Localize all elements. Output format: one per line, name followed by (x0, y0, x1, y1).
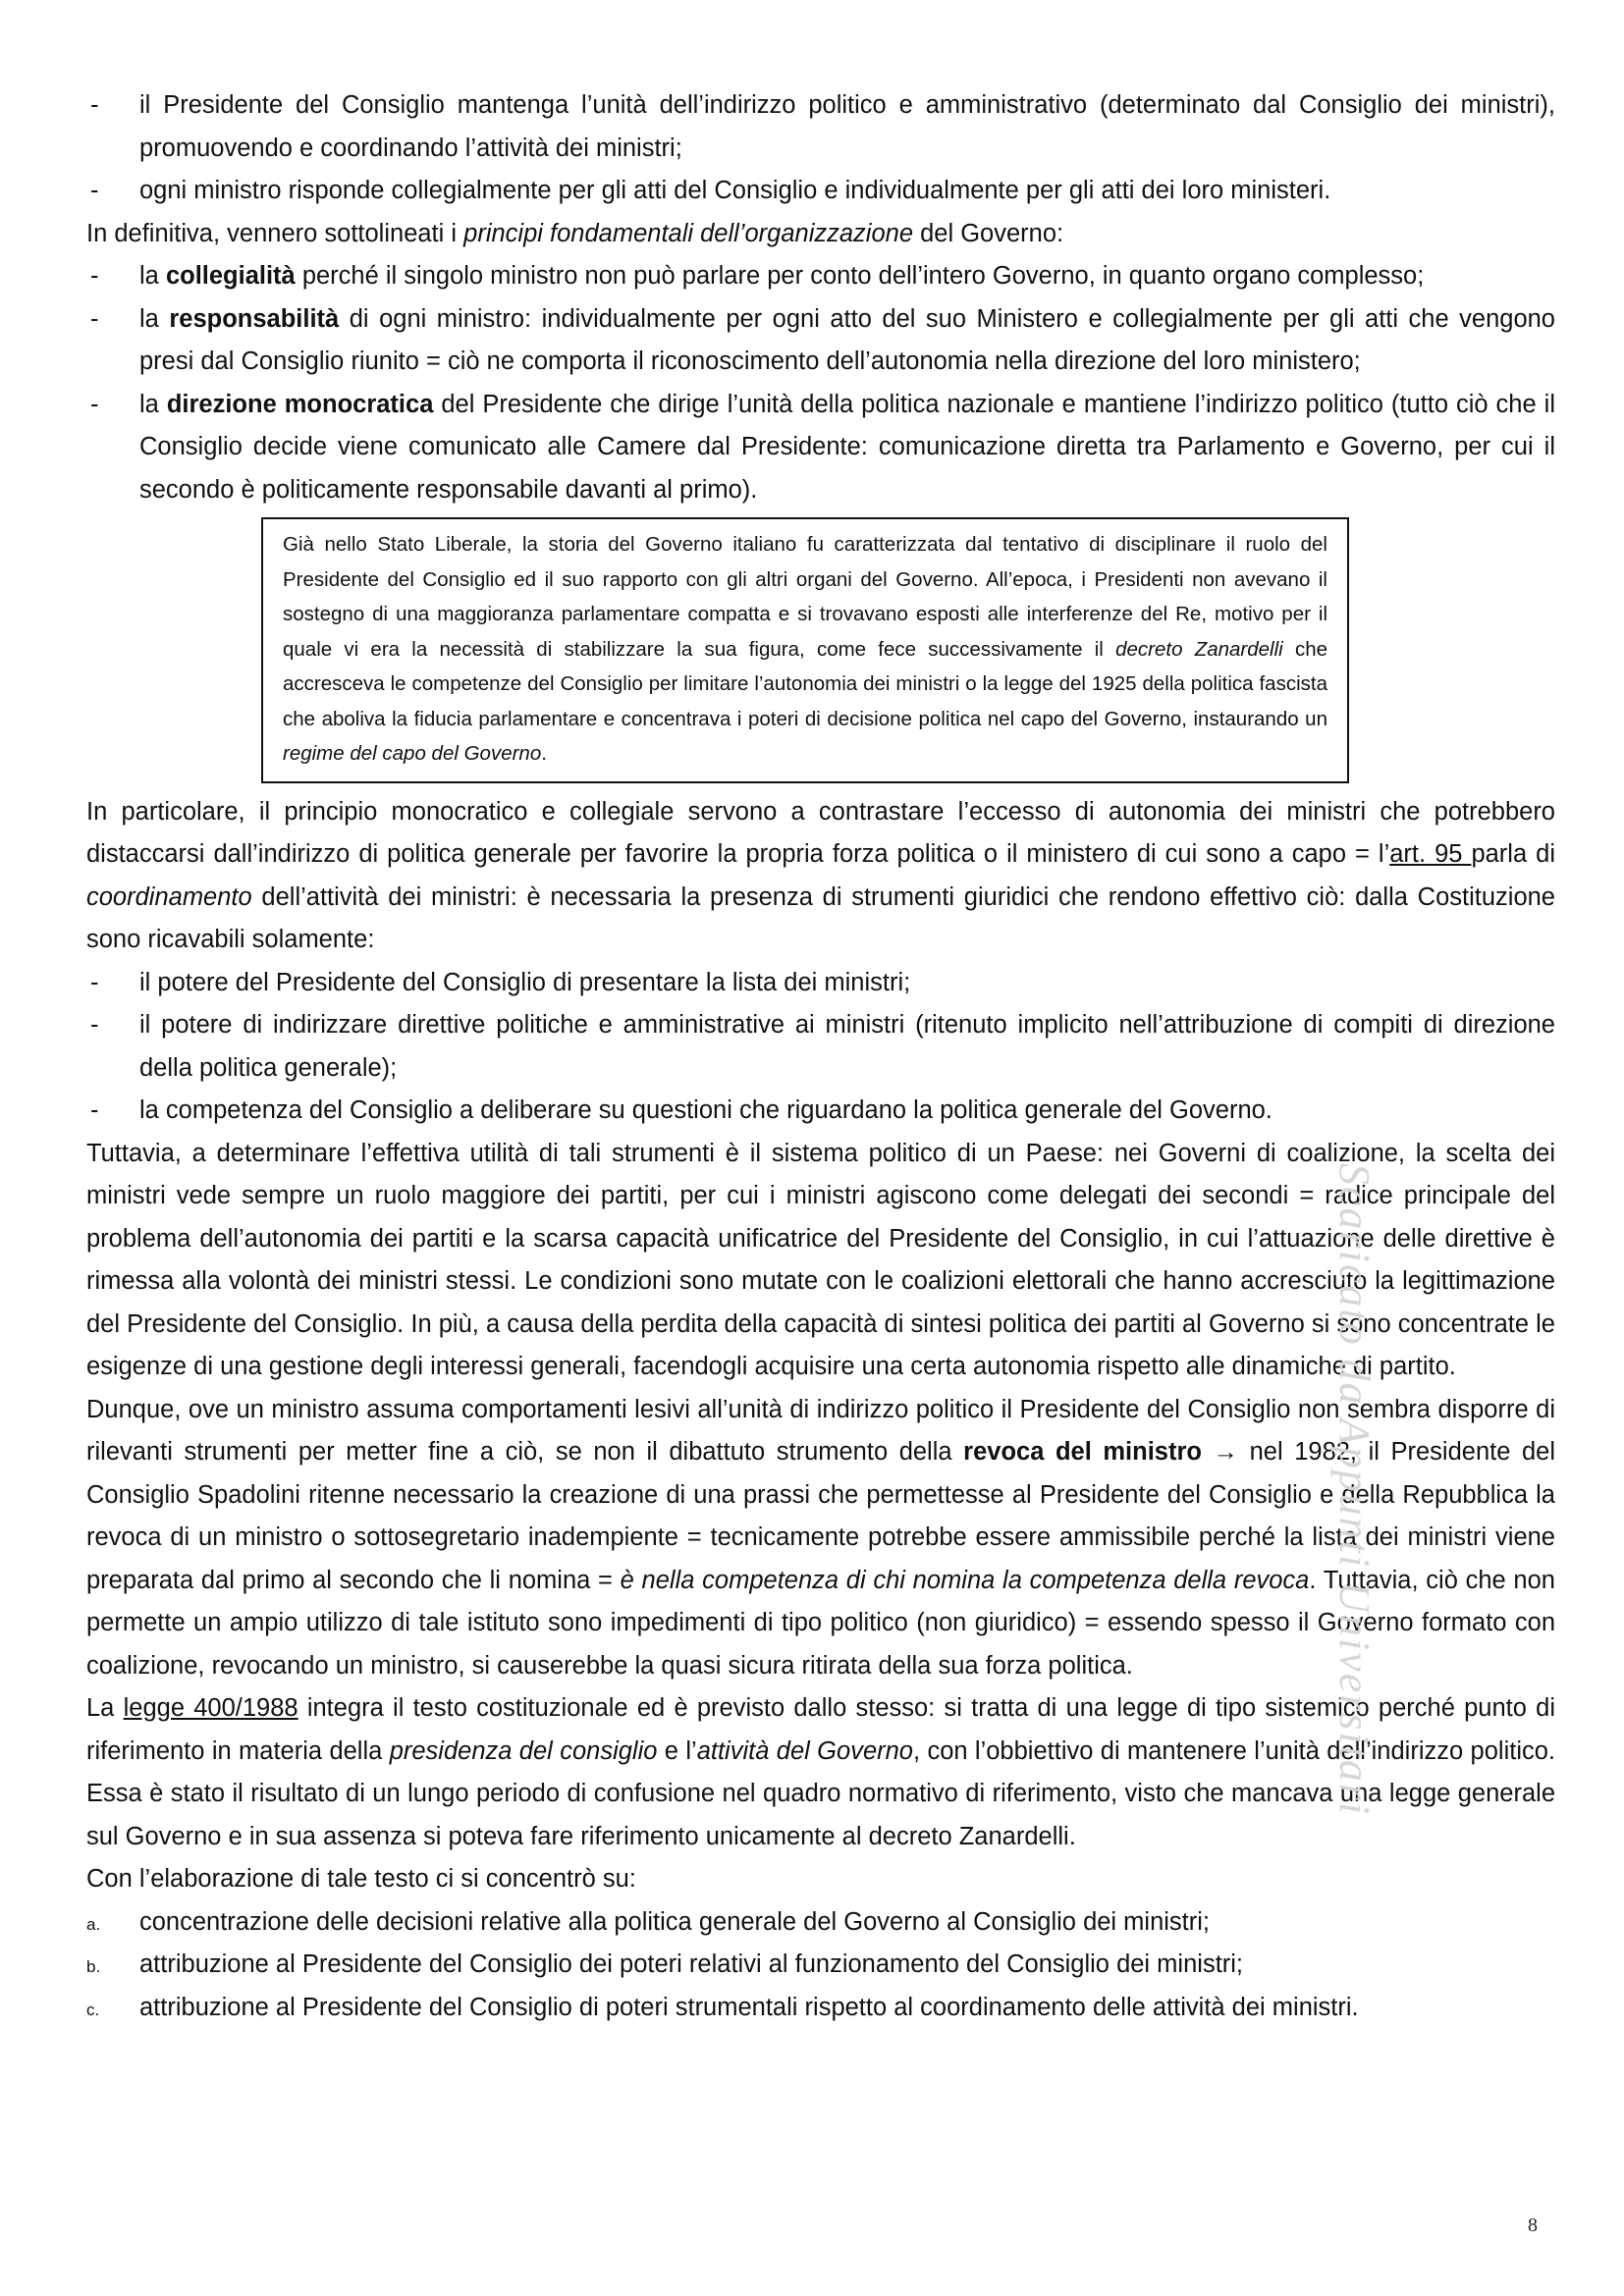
emphasis: coordinamento (86, 882, 252, 911)
text-run: perché il singolo ministro non può parlare per conto dell’intero Governo, in quanto organo complesso; (295, 262, 1425, 290)
list-item (86, 298, 1555, 384)
emphasis: principi fondamentali dell’organizzazione (463, 219, 914, 247)
boxed-note (261, 517, 1349, 783)
text-run: Dunque, ove un ministro assuma comportamenti lesivi all’unità di indirizzo politico il Presidente del Consiglio non sembra disporre di rilevanti strumenti per metter fine a ciò, se non il dibattuto strumento della (86, 1395, 1555, 1466)
text-run: integra il testo costituzionale ed è previsto dallo stesso: si tratta di una legge di tipo sistemico perché punto di riferimento in materia della (86, 1694, 1555, 1765)
paragraph (86, 213, 1555, 256)
article-link[interactable]: art. 95 (1389, 840, 1472, 868)
list-item (86, 1090, 1555, 1133)
bold-term: revoca del ministro (963, 1438, 1202, 1466)
text-run: del Governo: (913, 219, 1064, 247)
paragraph: Tuttavia, a determinare l’effettiva utilità di tali strumenti è il sistema politico di un Paese: nei Governi di coalizione, la scelta dei ministri vede sempre un ruolo maggiore dei partiti, per cui i ministri agiscono come delegati dei secondi = radice principale del problema dell’autonomia dei partiti e la scarsa capacità unificatrice del Presidente del Consiglio, in cui l’attuazione delle direttive è rimessa alla volontà dei ministri stessi. Le condizioni sono mutate con le coalizioni elettorali che hanno accresciuto la legittimazione del Presidente del Consiglio. In più, a causa della perdita della capacità di sintesi politica dei partiti al Governo si sono concentrate le esigenze di una gestione degli interessi generali, facendogli acquisire una certa autonomia rispetto alle dinamiche di partito. (86, 1139, 1555, 1380)
text-run: che accresceva le competenze del Consiglio per limitare l’autonomia dei ministri o la legge del 1925 della politica fascista che aboliva la fiducia parlamentare e concentrava i poteri di decisione politica nel capo del Governo, instaurando un (283, 637, 1328, 730)
text-run: Già nello Stato Liberale, la storia del Governo italiano fu caratterizzata dal tentativo di disciplinare il ruolo del Presidente del Consiglio ed il suo rapporto con gli altri organi del Governo. All’epoca, i Presidenti non avevano il sostegno di una maggioranza parlamentare compatta e si trovavano esposti alle interferenze del Re, motivo per il quale vi era la necessità di stabilizzare la sua figura, come fece successivamente il (283, 533, 1327, 661)
page-number: 8 (1528, 2215, 1538, 2236)
list-item-text: il potere di indirizzare direttive politiche e amministrative ai ministri (ritenuto implicito nell’attribuzione di compiti di direzione della politica generale); (139, 1011, 1555, 1082)
list-item-text: attribuzione al Presidente del Consiglio di poteri strumentali rispetto al coordinamento delle attività dei ministri. (139, 1993, 1359, 2021)
list-item (86, 1901, 1555, 1945)
paragraph: Con l’elaborazione di tale testo ci si concentrò su: (86, 1865, 636, 1893)
emphasis: attività del Governo (696, 1736, 913, 1765)
list-item-text: ogni ministro risponde collegialmente per gli atti del Consiglio e individualmente per gli atti dei loro ministeri. (139, 177, 1331, 204)
text-run: del Presidente che dirige l’unità della politica nazionale e mantiene l’indirizzo politico (tutto ciò che il Consiglio decide viene comunicato alle Camere dal Presidente: comunicazione diretta tra Parlamento e Governo, per cui il secondo è politicamente responsabile davanti al primo). (139, 390, 1555, 504)
list-marker: - (90, 177, 99, 204)
list-item-text: attribuzione al Presidente del Consiglio dei poteri relativi al funzionamento del Consiglio dei ministri; (139, 1950, 1244, 1978)
text-run: parla di (1471, 840, 1555, 868)
list-item-text: concentrazione delle decisioni relative alla politica generale del Governo al Consiglio dei ministri; (139, 1907, 1211, 1936)
text-run: In definitiva, vennero sottolineati i (86, 219, 464, 247)
emphasis: presidenza del consiglio (389, 1736, 658, 1765)
text-run: . Tuttavia, ciò che non permette un ampio utilizzo di tale istituto sono impedimenti di tipo politico (non giuridico) = essendo spesso il Governo formato con coalizione, revocando un ministro, si causerebbe la quasi sicura ritirata della sua forza politica. (86, 1566, 1555, 1680)
emphasis: regime del capo del Governo (283, 742, 542, 765)
emphasis: decreto Zanardelli (1115, 637, 1283, 661)
text-run: . (541, 742, 547, 765)
list-marker: - (90, 390, 99, 418)
text-run: e l’ (657, 1736, 697, 1765)
list-item (86, 384, 1555, 512)
list-marker: - (90, 968, 99, 996)
list-item (86, 1004, 1555, 1090)
bold-term: collegialità (165, 262, 296, 290)
list-item (86, 1987, 1555, 2030)
bold-term: direzione monocratica (166, 390, 434, 418)
text-run: , con l’obbiettivo di mantenere l’unità dell’indirizzo politico. Essa è stato il risultato di un lungo periodo di confusione nel quadro normativo di riferimento, visto che mancava una legge generale sul Governo e in sua assenza si poteva fare riferimento unicamente al decreto Zanardelli. (86, 1736, 1556, 1850)
list-item (86, 962, 1555, 1005)
list-marker: - (90, 304, 99, 333)
list-item (86, 170, 1555, 213)
bold-term: responsabilità (169, 304, 340, 333)
text-run: dell’attività dei ministri: è necessaria la presenza di strumenti giuridici che rendono effettivo ciò: dalla Costituzione sono ricavabili solamente: (86, 882, 1555, 953)
list-marker: - (90, 1096, 99, 1124)
text-run: In particolare, il principio monocratico e collegiale servono a contrastare l’eccesso di autonomia dei ministri che potrebbero distaccarsi dall’indirizzo di politica generale per favorire la propria forza politica o il ministero di cui sono a capo = l’ (86, 797, 1555, 868)
list-item (86, 255, 1555, 298)
list-marker: a. (86, 1914, 101, 1934)
watermark: Scaricato da Appunti Universitari (1330, 1163, 1379, 1817)
text-run: La (86, 1694, 124, 1722)
list-item (86, 84, 1555, 170)
text-run: di ogni ministro: individualmente per ogni atto del suo Ministero e collegialmente per gli atti che vengono presi dal Consiglio riunito = ciò ne comporta il riconoscimento dell’autonomia nella direzione del loro ministero; (139, 304, 1555, 375)
law-link[interactable]: legge 400/1988 (123, 1694, 298, 1722)
list-marker: b. (86, 1957, 101, 1976)
list-marker: - (90, 1011, 99, 1039)
text-run: la (139, 390, 167, 418)
list-marker: c. (86, 2000, 100, 2019)
text-run: la (139, 304, 170, 333)
text-run: → nel 1982, il Presidente del Consiglio Spadolini ritenne necessario la creazione di una prassi che permettesse al Presidente del Consiglio e della Repubblica la revoca di un ministro o sottosegretario inadempiente = tecnicamente potrebbe essere ammissibile perché la lista dei ministri viene preparata dal primo al secondo che li nomina = (86, 1438, 1556, 1594)
list-marker: - (90, 262, 99, 290)
paragraph (86, 791, 1555, 962)
emphasis: è nella competenza di chi nomina la competenza della revoca (620, 1566, 1310, 1594)
list-marker: - (90, 91, 99, 119)
list-item-text: il Presidente del Consiglio mantenga l’unità dell’indirizzo politico e amministrativo (determinato dal Consiglio dei ministri), promuovendo e coordinando l’attività dei ministri; (139, 91, 1555, 162)
list-item-text: la competenza del Consiglio a deliberare su questioni che riguardano la politica generale del Governo. (139, 1096, 1272, 1124)
text-run: la (139, 262, 166, 290)
list-item (86, 1944, 1555, 1987)
list-item-text: il potere del Presidente del Consiglio di presentare la lista dei ministri; (139, 968, 911, 996)
